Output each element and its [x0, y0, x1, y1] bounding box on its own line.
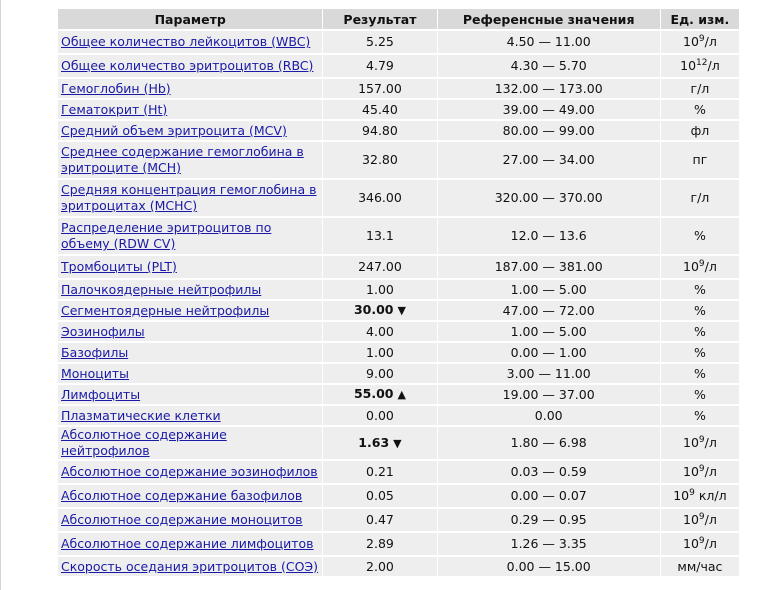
unit-cell: [661, 280, 739, 299]
table-row: [58, 55, 739, 77]
unit-tail: кл/л: [694, 488, 727, 503]
reference-cell: 1.80 — 6.98: [438, 427, 660, 459]
reference-cell: 187.00 — 381.00: [438, 256, 660, 278]
unit-cell: [661, 256, 739, 278]
table-row: [58, 142, 739, 178]
unit-tail: /л: [704, 536, 717, 551]
param-cell: [58, 31, 322, 53]
reference-cell: 1.00 — 5.00: [438, 322, 660, 341]
param-link[interactable]: Эозинофилы: [61, 323, 145, 339]
reference-cell: 320.00 — 370.00: [438, 180, 660, 216]
unit-base: фл: [690, 122, 710, 138]
reference-cell: 1.26 — 3.35: [438, 533, 660, 555]
param-link[interactable]: Скорость оседания эритроцитов (СОЭ): [61, 558, 319, 574]
reference-cell: 3.00 — 11.00: [438, 364, 660, 383]
param-cell: [58, 427, 322, 459]
param-link[interactable]: Моноциты: [61, 365, 130, 381]
unit-cell: [661, 79, 739, 98]
param-cell: [58, 180, 322, 216]
unit-base: %: [693, 228, 706, 243]
unit-cell: [661, 55, 739, 77]
unit-base: %: [693, 281, 706, 297]
param-cell: [58, 557, 322, 576]
result-cell: [323, 256, 436, 278]
unit-cell: [661, 31, 739, 53]
result-value: 32.80: [362, 152, 398, 167]
param-cell: [58, 142, 322, 178]
result-cell: [323, 55, 436, 77]
result-value: 346.00: [358, 190, 402, 205]
unit-base: %: [693, 302, 706, 318]
result-cell: [323, 180, 436, 216]
unit-cell: [661, 343, 739, 362]
table-row: [58, 461, 739, 483]
result-value: 30.00: [353, 302, 394, 317]
param-cell: [58, 280, 322, 299]
result-value: 4.79: [366, 58, 394, 73]
reference-cell: 0.03 — 0.59: [438, 461, 660, 483]
unit-cell: [661, 142, 739, 178]
result-value: 1.00: [366, 344, 394, 360]
unit-base: %: [693, 101, 706, 117]
unit-exponent: 9: [698, 511, 705, 522]
result-value: 2.00: [366, 558, 394, 574]
param-cell: [58, 509, 322, 531]
result-cell: [323, 406, 436, 425]
table-row: [58, 533, 739, 555]
unit-exponent: 9: [698, 434, 705, 445]
unit-cell: [661, 533, 739, 555]
table-row: [58, 100, 739, 119]
result-cell: [323, 79, 436, 98]
result-cell: [323, 385, 436, 404]
table-row: [58, 485, 739, 507]
result-value: 247.00: [358, 259, 402, 274]
unit-exponent: 9: [698, 258, 705, 269]
unit-base: %: [693, 323, 706, 339]
reference-cell: 0.29 — 0.95: [438, 509, 660, 531]
unit-cell: [661, 100, 739, 119]
reference-cell: 80.00 — 99.00: [438, 121, 660, 140]
result-value: 94.80: [362, 122, 398, 138]
result-value: 45.40: [362, 101, 398, 117]
param-link[interactable]: Среднее содержание гемоглобина в эритроците (MCH): [61, 144, 304, 175]
result-value: 0.00: [366, 407, 394, 423]
result-cell: [323, 31, 436, 53]
unit-base: %: [693, 344, 706, 360]
result-value: 1.00: [366, 281, 394, 297]
unit-exponent: 9: [689, 487, 695, 498]
result-value: 2.89: [366, 536, 394, 551]
result-cell: [323, 364, 436, 383]
unit-cell: [661, 509, 739, 531]
unit-base: пг: [692, 152, 708, 167]
param-cell: [58, 364, 322, 383]
param-link[interactable]: Сегментоядерные нейтрофилы: [61, 302, 270, 318]
unit-cell: [661, 406, 739, 425]
param-cell: [58, 218, 322, 254]
reference-cell: 0.00 — 15.00: [438, 557, 660, 576]
header-unit: Ед. изм.: [661, 9, 739, 29]
unit-base: %: [693, 407, 706, 423]
param-link[interactable]: Плазматические клетки: [61, 407, 221, 423]
param-cell: [58, 322, 322, 341]
unit-base: %: [693, 365, 706, 381]
unit-base: 10: [683, 259, 699, 274]
table-row: [58, 121, 739, 140]
lab-results-table: [57, 7, 740, 578]
param-cell: [58, 55, 322, 77]
result-value: 4.00: [366, 323, 394, 339]
param-cell: [58, 461, 322, 483]
param-link[interactable]: Средняя концентрация гемоглобина в эритроцитах (MCHC): [61, 182, 317, 213]
unit-cell: [661, 218, 739, 254]
result-cell: [323, 533, 436, 555]
table-row: [58, 364, 739, 383]
unit-base: г/л: [690, 80, 710, 96]
param-link[interactable]: Абсолютное содержание базофилов: [61, 488, 303, 503]
result-cell: [323, 142, 436, 178]
unit-base: 10: [683, 536, 699, 551]
param-link[interactable]: Общее количество эритроцитов (RBC): [61, 58, 314, 73]
param-link[interactable]: Абсолютное содержание нейтрофилов: [61, 427, 227, 458]
param-link[interactable]: Лимфоциты: [61, 386, 141, 402]
result-value: 157.00: [358, 80, 402, 96]
unit-base: %: [693, 386, 706, 402]
result-value: 0.21: [366, 464, 394, 479]
table-row: [58, 256, 739, 278]
result-value: 0.05: [366, 488, 394, 503]
unit-exponent: 12: [696, 57, 708, 68]
result-cell: [323, 343, 436, 362]
unit-tail: /л: [704, 512, 717, 527]
reference-cell: 47.00 — 72.00: [438, 301, 660, 320]
unit-tail: /л: [704, 435, 717, 450]
reference-cell: 0.00 — 1.00: [438, 343, 660, 362]
param-cell: [58, 121, 322, 140]
param-link[interactable]: Гемоглобин (Hb): [61, 80, 171, 96]
reference-cell: 4.30 — 5.70: [438, 55, 660, 77]
unit-cell: [661, 301, 739, 320]
param-link[interactable]: Общее количество лейкоцитов (WBC): [61, 34, 311, 49]
unit-exponent: 9: [698, 463, 705, 474]
table-row: [58, 79, 739, 98]
unit-cell: [661, 180, 739, 216]
param-cell: [58, 100, 322, 119]
result-cell: [323, 557, 436, 576]
reference-cell: 27.00 — 34.00: [438, 142, 660, 178]
table-row: [58, 31, 739, 53]
unit-cell: [661, 385, 739, 404]
param-link[interactable]: Тромбоциты (PLT): [61, 259, 177, 274]
param-link[interactable]: Абсолютное содержание эозинофилов: [61, 464, 318, 479]
param-cell: [58, 406, 322, 425]
table-row: [58, 180, 739, 216]
result-value: 5.25: [366, 34, 394, 49]
param-cell: [58, 385, 322, 404]
arrow-up-icon: ▲: [397, 388, 406, 401]
unit-tail: /л: [704, 259, 717, 274]
param-cell: [58, 343, 322, 362]
unit-exponent: 9: [698, 33, 705, 44]
param-link[interactable]: Абсолютное содержание лимфоцитов: [61, 536, 314, 551]
table-row: [58, 218, 739, 254]
param-cell: [58, 256, 322, 278]
table-row: [58, 343, 739, 362]
param-link[interactable]: Гематокрит (Ht): [61, 101, 168, 117]
reference-cell: 132.00 — 173.00: [438, 79, 660, 98]
reference-cell: 39.00 — 49.00: [438, 100, 660, 119]
unit-tail: /л: [704, 34, 717, 49]
result-value: 0.47: [366, 512, 394, 527]
reference-cell: 19.00 — 37.00: [438, 385, 660, 404]
unit-base: 10: [683, 512, 699, 527]
param-link[interactable]: Средний объем эритроцита (MCV): [61, 122, 287, 138]
left-divider: [0, 0, 1, 590]
table-row: [58, 280, 739, 299]
unit-cell: [661, 485, 739, 507]
result-value: 1.63: [358, 434, 390, 450]
param-cell: [58, 485, 322, 507]
result-cell: [323, 280, 436, 299]
reference-cell: 4.50 — 11.00: [438, 31, 660, 53]
unit-base: 10: [673, 488, 690, 503]
header-param: Параметр: [58, 9, 322, 29]
reference-cell: 12.0 — 13.6: [438, 218, 660, 254]
unit-base: 10: [683, 435, 699, 450]
result-cell: [323, 100, 436, 119]
table-row: [58, 509, 739, 531]
reference-cell: 0.00 — 0.07: [438, 485, 660, 507]
unit-exponent: 9: [698, 535, 705, 546]
arrow-down-icon: ▼: [393, 436, 402, 450]
unit-cell: [661, 461, 739, 483]
table-row: [58, 322, 739, 341]
param-cell: [58, 301, 322, 320]
arrow-down-icon: ▼: [397, 304, 406, 317]
result-cell: [323, 427, 436, 459]
param-link[interactable]: Распределение эритроцитов по объему (RDW CV): [61, 220, 272, 251]
param-cell: [58, 533, 322, 555]
results-body: [58, 31, 739, 576]
result-cell: [323, 218, 436, 254]
unit-cell: [661, 121, 739, 140]
reference-cell: 1.00 — 5.00: [438, 280, 660, 299]
header-result: Результат: [323, 9, 436, 29]
unit-tail: /л: [704, 464, 717, 479]
result-value: 9.00: [366, 365, 394, 381]
result-value: 13.1: [366, 228, 394, 243]
result-cell: [323, 322, 436, 341]
table-row: [58, 406, 739, 425]
unit-base: 10: [680, 58, 697, 73]
unit-base: г/л: [690, 190, 710, 205]
table-row: [58, 557, 739, 576]
unit-base: мм/час: [677, 558, 723, 574]
param-cell: [58, 79, 322, 98]
result-cell: [323, 485, 436, 507]
unit-cell: [661, 557, 739, 576]
unit-tail: /л: [707, 58, 720, 73]
unit-cell: [661, 322, 739, 341]
unit-base: 10: [683, 34, 699, 49]
header-ref: Референсные значения: [438, 9, 660, 29]
result-cell: [323, 509, 436, 531]
unit-base: 10: [683, 464, 699, 479]
unit-cell: [661, 364, 739, 383]
result-cell: [323, 121, 436, 140]
unit-cell: [661, 427, 739, 459]
result-value: 55.00: [353, 386, 394, 401]
param-link[interactable]: Абсолютное содержание моноцитов: [61, 512, 303, 527]
reference-cell: 0.00: [438, 406, 660, 425]
table-row: [58, 385, 739, 404]
result-cell: [323, 301, 436, 320]
param-link[interactable]: Базофилы: [61, 344, 129, 360]
table-row: [58, 427, 739, 459]
table-row: [58, 301, 739, 320]
param-link[interactable]: Палочкоядерные нейтрофилы: [61, 281, 262, 297]
result-cell: [323, 461, 436, 483]
